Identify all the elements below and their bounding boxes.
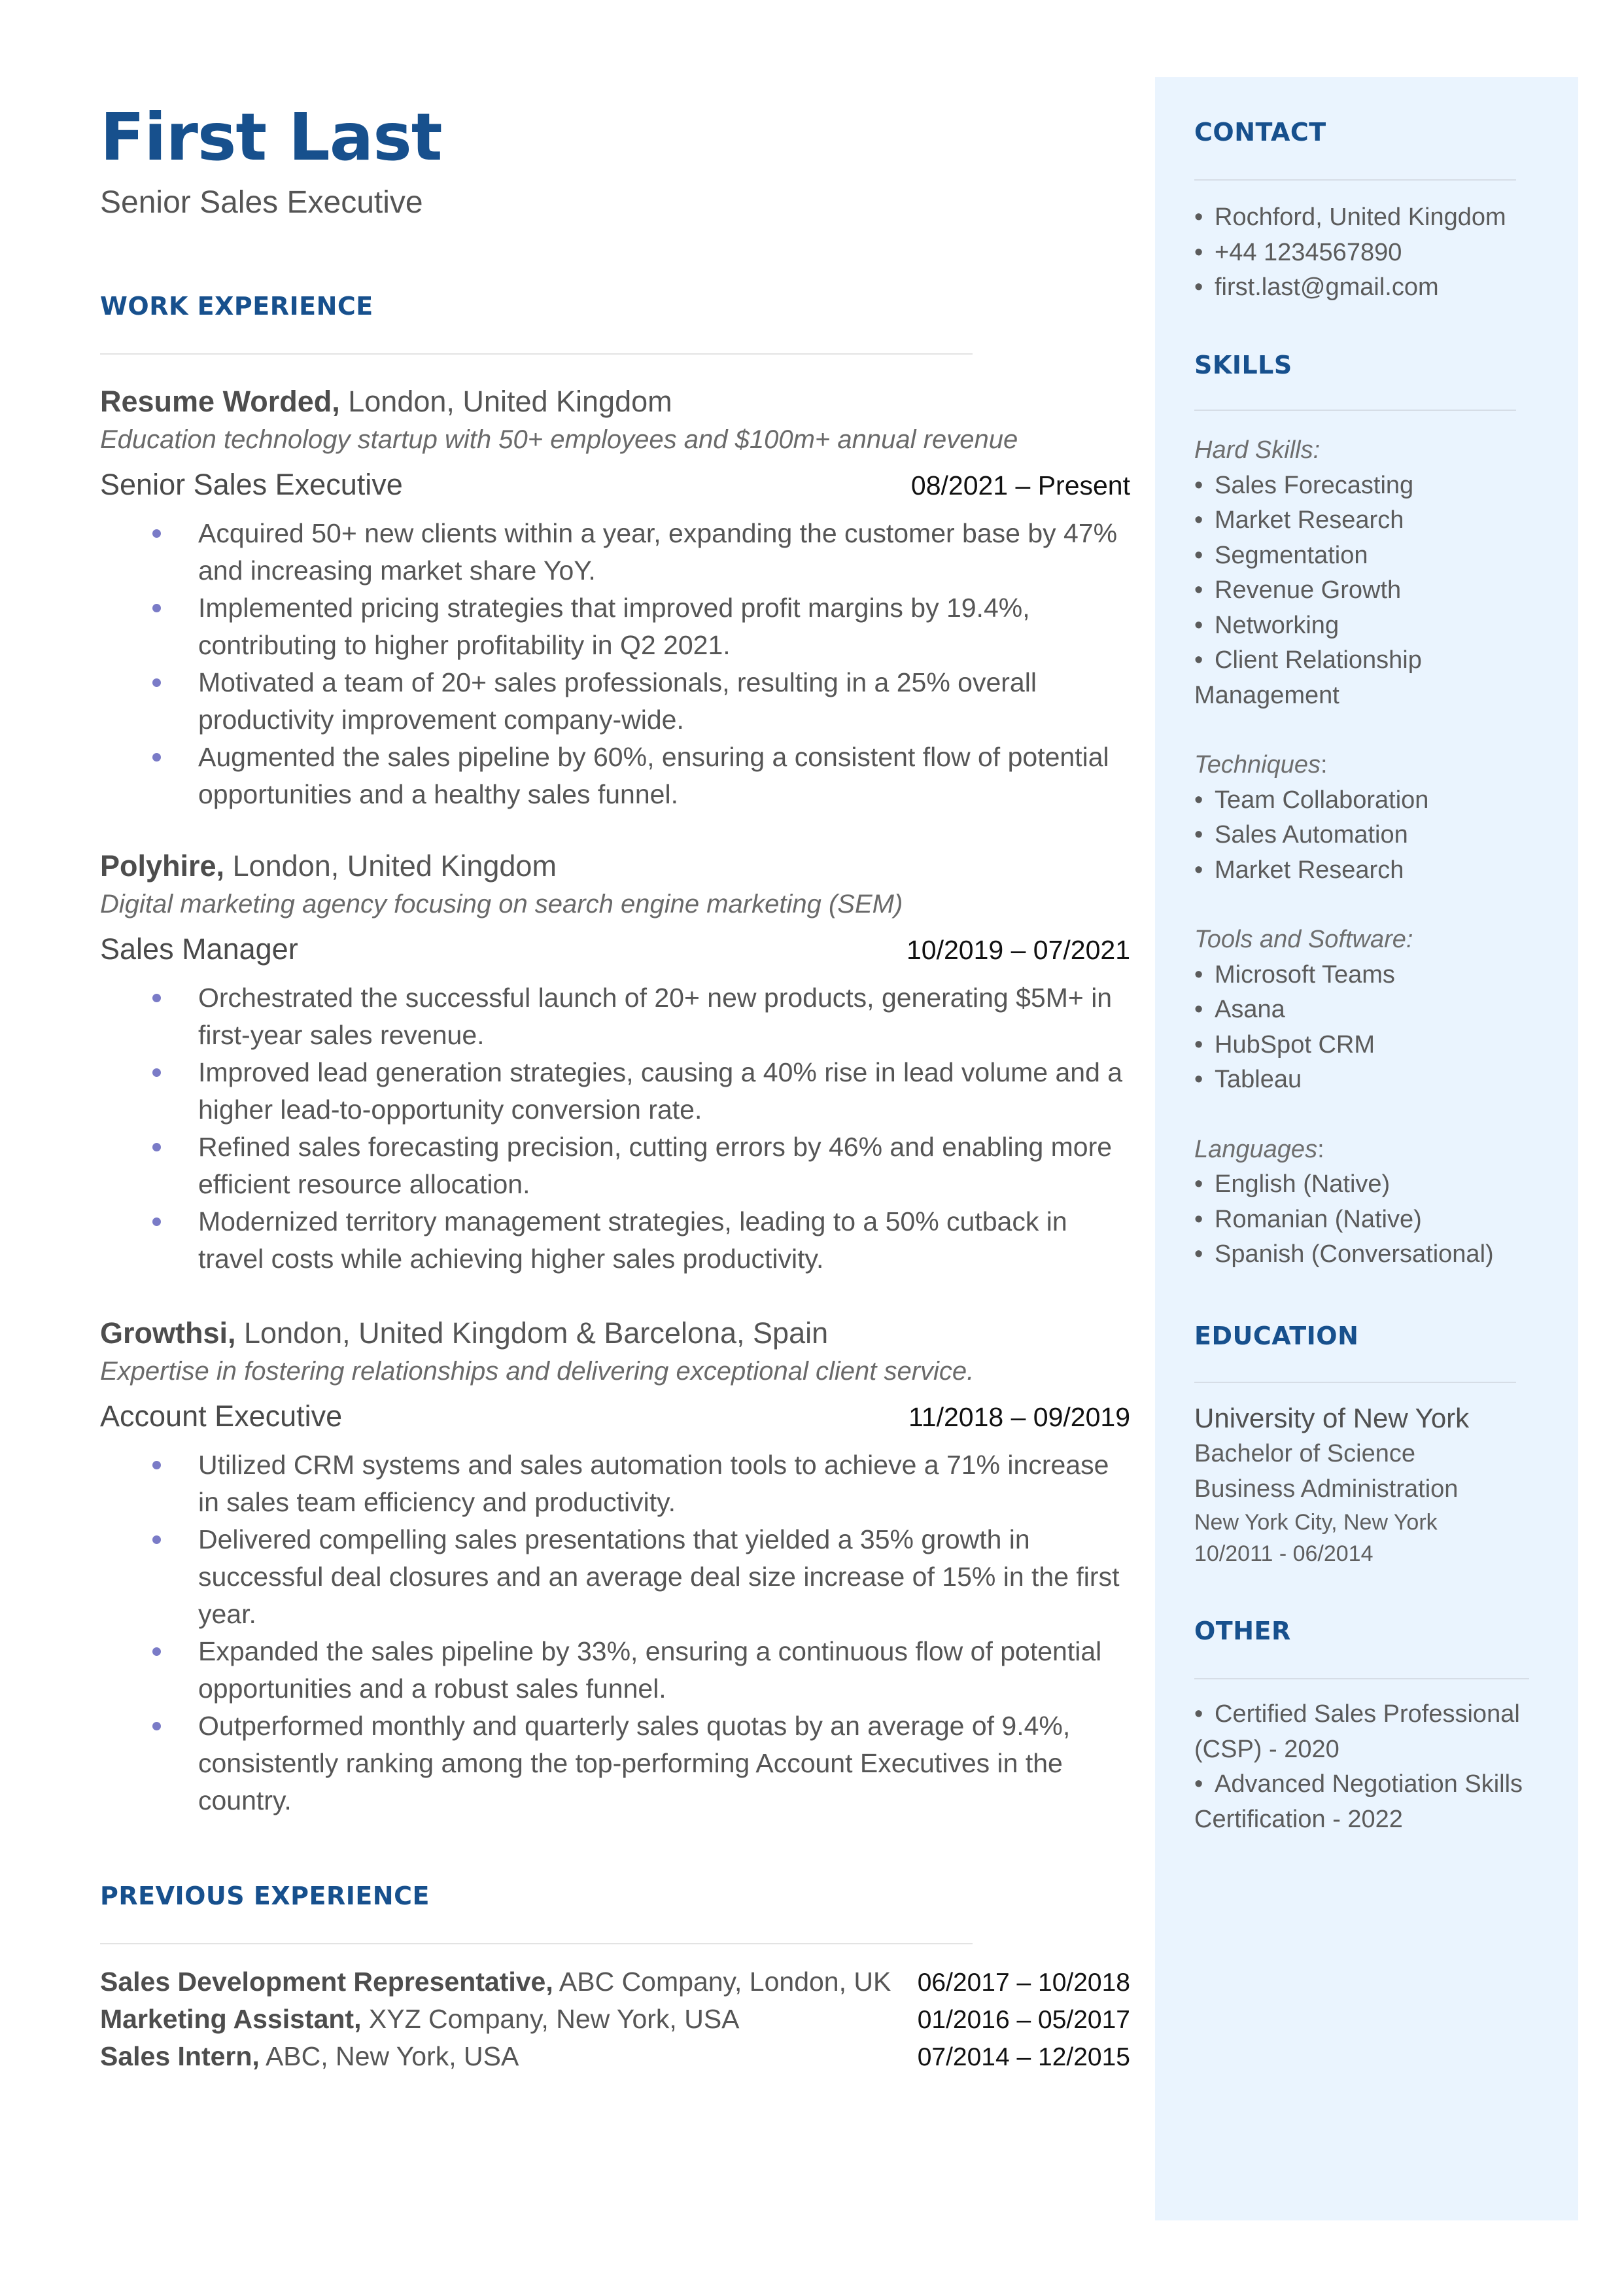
certification-item-wrap: (CSP) - 2020: [1194, 1735, 1339, 1763]
section-education: EDUCATION: [1194, 1322, 1359, 1350]
skill-item: • Market Research: [1194, 506, 1404, 534]
company-name: Resume Worded,: [100, 385, 340, 418]
previous-org: ABC Company, London, UK: [553, 1967, 891, 1997]
bullet-dot-icon: [152, 1143, 161, 1151]
job-dates: 11/2018 – 09/2019: [908, 1402, 1130, 1432]
previous-org: ABC, New York, USA: [259, 2041, 519, 2071]
skill-item: • Market Research: [1194, 856, 1404, 884]
hard-skills-label: Hard Skills:: [1194, 436, 1321, 464]
bullet-icon: •: [1194, 273, 1203, 301]
previous-role: Sales Development Representative,: [100, 1967, 553, 1997]
divider: [100, 1943, 973, 1944]
other-list: [1194, 1697, 1547, 1837]
contact-email: • first.last@gmail.com: [1194, 270, 1547, 306]
bullet-dot-icon: [152, 1068, 161, 1077]
achievement-list: [100, 979, 1130, 1278]
section-work-experience: WORK EXPERIENCE: [100, 292, 373, 321]
achievement-item: Expanded the sales pipeline by 33%, ensuring a continuous flow of potential opportunities and a robust sales funnel.: [100, 1633, 1130, 1708]
language-item: • English (Native): [1194, 1170, 1391, 1198]
bullet-dot-icon: [152, 1722, 161, 1730]
company-location: London, United Kingdom: [339, 385, 672, 418]
company-location: London, United Kingdom: [224, 849, 557, 883]
previous-dates: 06/2017 – 10/2018: [917, 1969, 1130, 1997]
company-line: [100, 385, 1130, 419]
achievement-item: Implemented pricing strategies that improved profit margins by 19.4%, contributing to higher profitability in Q2 2021.: [100, 589, 1130, 664]
company-name: Polyhire,: [100, 849, 225, 883]
skills-block: [1194, 433, 1547, 1272]
contact-phone: • +44 1234567890: [1194, 236, 1547, 271]
divider: [1194, 1382, 1516, 1383]
job-dates: 08/2021 – Present: [910, 470, 1130, 500]
achievement-list: [100, 1446, 1130, 1819]
previous-role: Sales Intern,: [100, 2041, 260, 2071]
main-column: [100, 98, 1130, 2071]
education-dates: 10/2011 - 06/2014: [1194, 1541, 1373, 1566]
company-line: [100, 849, 1130, 883]
job-role: Sales Manager: [100, 932, 298, 966]
company-description: Digital marketing agency focusing on search engine marketing (SEM): [100, 890, 903, 919]
role-row: [100, 932, 1130, 966]
previous-experience-list: [100, 1967, 1130, 2078]
job-dates: 10/2019 – 07/2021: [907, 935, 1130, 965]
divider: [100, 353, 973, 355]
education-entry: [1194, 1400, 1547, 1569]
company-location: London, United Kingdom & Barcelona, Spain: [235, 1316, 829, 1350]
languages-list: [1194, 1167, 1547, 1272]
bullet-dot-icon: [152, 1461, 161, 1469]
candidate-name: First Last: [100, 99, 442, 175]
achievement-item: Refined sales forecasting precision, cutting errors by 46% and enabling more efficient resource allocation.: [100, 1129, 1130, 1203]
achievement-item: Augmented the sales pipeline by 60%, ensuring a consistent flow of potential opportunities and a healthy sales funnel.: [100, 739, 1130, 813]
divider: [1194, 1678, 1529, 1679]
contact-list: [1194, 200, 1547, 306]
sidebar: [1155, 77, 1578, 2220]
company-description: Education technology startup with 50+ employees and $100m+ annual revenue: [100, 425, 1018, 454]
education-degree: Bachelor of Science: [1194, 1440, 1415, 1467]
certification-item-wrap: Certification - 2022: [1194, 1805, 1403, 1833]
company-name: Growthsi,: [100, 1316, 236, 1350]
skill-item: • Sales Automation: [1194, 821, 1408, 849]
role-row: [100, 468, 1130, 502]
bullet-dot-icon: [152, 604, 161, 612]
role-row: [100, 1399, 1130, 1433]
certification-item: • Advanced Negotiation Skills: [1194, 1770, 1523, 1798]
bullet-dot-icon: [152, 1535, 161, 1544]
previous-dates: 01/2016 – 05/2017: [917, 2006, 1130, 2034]
skill-item: • Asana: [1194, 996, 1285, 1023]
skill-item: • Networking: [1194, 611, 1339, 639]
previous-dates: 07/2014 – 12/2015: [917, 2043, 1130, 2071]
skill-item: • Segmentation: [1194, 541, 1368, 569]
techniques-label: Techniques:: [1194, 751, 1328, 779]
education-location: New York City, New York: [1194, 1510, 1438, 1535]
tools-label: Tools and Software:: [1194, 926, 1413, 953]
achievement-list: [100, 515, 1130, 813]
previous-role-row: [100, 1967, 1130, 2004]
achievement-item: Delivered compelling sales presentations that yielded a 35% growth in successful deal closures and an average deal size increase of 15% in the first year.: [100, 1521, 1130, 1633]
previous-role: Marketing Assistant,: [100, 2004, 362, 2034]
bullet-icon: •: [1194, 203, 1203, 231]
job-entry: [100, 849, 1130, 1278]
candidate-title: Senior Sales Executive: [100, 185, 423, 220]
achievement-item: Outperformed monthly and quarterly sales quotas by an average of 9.4%, consistently ranking among the top-performing Account Executives in the country.: [100, 1708, 1130, 1819]
skill-item-wrap: Management: [1194, 681, 1339, 709]
achievement-item: Modernized territory management strategies, leading to a 50% cutback in travel costs while achieving higher sales productivity.: [100, 1203, 1130, 1278]
skill-item: • Team Collaboration: [1194, 786, 1429, 814]
job-role: Senior Sales Executive: [100, 468, 403, 501]
tools-list: [1194, 958, 1547, 1098]
achievement-item: Acquired 50+ new clients within a year, expanding the customer base by 47% and increasing market share YoY.: [100, 515, 1130, 589]
certification-item: • Certified Sales Professional: [1194, 1700, 1520, 1728]
skill-item: • Client Relationship: [1194, 646, 1422, 674]
section-other: OTHER: [1194, 1617, 1291, 1645]
skill-item: • Sales Forecasting: [1194, 471, 1414, 499]
company-description: Expertise in fostering relationships and delivering exceptional client service.: [100, 1357, 975, 1386]
bullet-icon: •: [1194, 238, 1203, 266]
hard-skills-list: [1194, 468, 1547, 714]
bullet-dot-icon: [152, 678, 161, 687]
previous-org: XYZ Company, New York, USA: [361, 2004, 740, 2034]
skill-item: • Revenue Growth: [1194, 576, 1402, 604]
language-item: • Spanish (Conversational): [1194, 1240, 1494, 1268]
achievement-item: Orchestrated the successful launch of 20+ new products, generating $5M+ in first-year sales revenue.: [100, 979, 1130, 1054]
achievement-item: Motivated a team of 20+ sales professionals, resulting in a 25% overall productivity improvement company-wide.: [100, 664, 1130, 739]
job-entry: [100, 385, 1130, 813]
contact-location: • Rochford, United Kingdom: [1194, 200, 1547, 236]
language-item: • Romanian (Native): [1194, 1205, 1422, 1233]
previous-role-row: [100, 2004, 1130, 2041]
job-role: Account Executive: [100, 1399, 343, 1433]
bullet-dot-icon: [152, 753, 161, 762]
bullet-dot-icon: [152, 1647, 161, 1656]
education-school: University of New York: [1194, 1403, 1470, 1433]
languages-label: Languages:: [1194, 1135, 1324, 1163]
job-entry: [100, 1316, 1130, 1819]
skill-item: • HubSpot CRM: [1194, 1030, 1375, 1059]
bullet-dot-icon: [152, 529, 161, 538]
education-field: Business Administration: [1194, 1475, 1459, 1503]
skill-item: • Microsoft Teams: [1194, 960, 1395, 989]
previous-role-row: [100, 2041, 1130, 2078]
bullet-dot-icon: [152, 1218, 161, 1226]
section-skills: SKILLS: [1194, 351, 1292, 379]
techniques-list: [1194, 783, 1547, 888]
skill-item: • Tableau: [1194, 1066, 1302, 1093]
bullet-dot-icon: [152, 994, 161, 1002]
company-line: [100, 1316, 1130, 1350]
divider: [1194, 179, 1516, 181]
section-contact: CONTACT: [1194, 118, 1326, 147]
divider: [1194, 410, 1516, 411]
achievement-item: Utilized CRM systems and sales automation tools to achieve a 71% increase in sales team efficiency and productivity.: [100, 1446, 1130, 1521]
achievement-item: Improved lead generation strategies, causing a 40% rise in lead volume and a higher lead-to-opportunity conversion rate.: [100, 1054, 1130, 1129]
section-previous-experience: PREVIOUS EXPERIENCE: [100, 1882, 430, 1910]
